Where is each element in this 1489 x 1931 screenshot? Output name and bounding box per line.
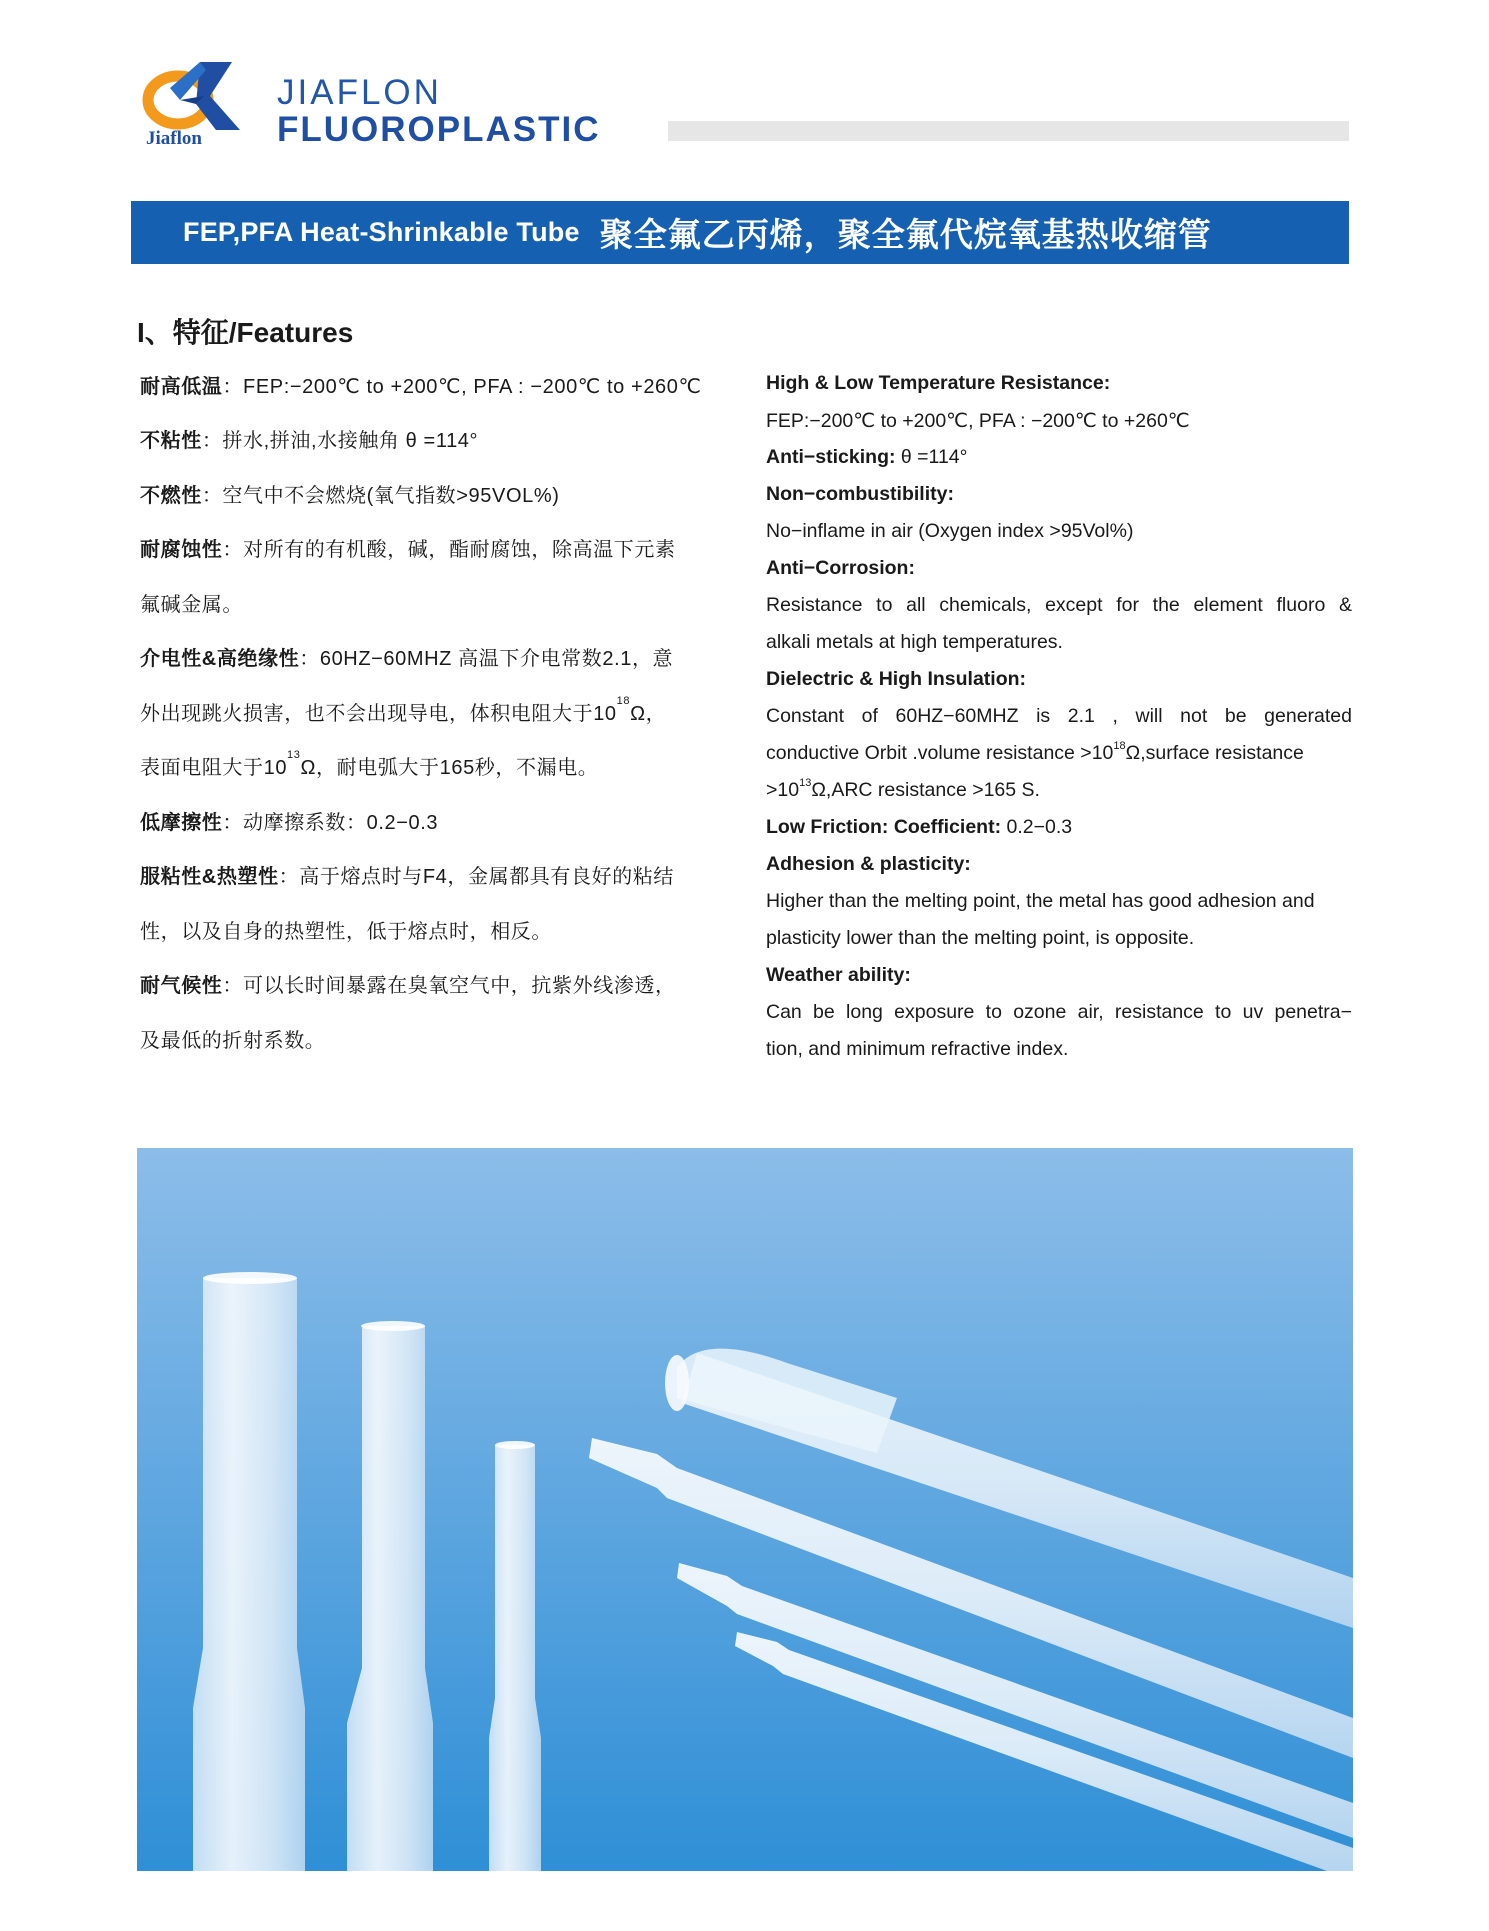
en-dielectric-text1: Constant of 60HZ−60MHZ is 2.1 , will not be generated [766,705,1352,727]
en-corrosion-text1: Resistance to all chemicals, except for the element fluoro & [766,594,1352,616]
zh-weather-cont: 及最低的折射系数。 [140,1030,326,1052]
jiaflon-logo-icon [140,56,260,136]
en-corrosion-text2: alkali metals at high temperatures. [766,631,1063,653]
zh-nonstick: 不粘性：拼水,拼油,水接触角 θ =114° [140,430,479,452]
zh-dielectric: 介电性&高绝缘性：60HZ−60MHZ 高温下介电常数2.1，意 [140,648,674,670]
zh-friction: 低摩擦性：动摩擦系数：0.2−0.3 [140,812,439,834]
header-rule [668,121,1349,141]
zh-weather: 耐气候性：可以长时间暴露在臭氧空气中，抗紫外线渗透， [140,975,676,997]
en-dielectric-text2: conductive Orbit .volume resistance $>10^{18}\Omega,surface$ resistance [766,740,1304,764]
brand-name-line1: JIAFLON [277,73,442,112]
zh-adhesion-cont: 性，以及自身的热塑性，低于熔点时，相反。 [140,921,552,943]
en-adhesion-text2: plasticity lower than the melting point, is opposite. [766,927,1195,949]
zh-nonburn: 不燃性：空气中不会燃烧(氧气指数>95VOL%) [140,485,560,507]
title-english: FEP,PFA Heat-Shrinkable Tube [183,217,580,247]
en-temperature-title: High & Low Temperature Resistance: [766,372,1111,394]
zh-dielectric-cont2: 表面电阻大于$10^{13}\Omega$，耐电弧大于165秒，不漏电。 [140,749,599,779]
zh-dielectric-cont1: 外出现跳火损害，也不会出现导电，体积电阻大于$10^{18}\Omega$， [140,695,667,725]
section-heading: I、特征/Features [137,317,354,348]
en-dielectric-text3: $>10^{13}\Omega,ARC$ resistance >165 S. [766,777,1040,801]
en-friction: Low Friction: Coefficient: 0.2−0.3 [766,816,1073,838]
en-noncomb-title: Non−combustibility: [766,483,954,505]
logo-caption: Jiaflon [146,128,202,149]
title-banner [131,201,1349,264]
zh-temperature: 耐高低温：FEP:−200℃ to +200℃, PFA : −200℃ to +260℃ [140,376,702,398]
en-adhesion-title: Adhesion & plasticity: [766,853,971,875]
en-antistick: Anti−sticking: θ =114° [766,446,968,468]
en-weather-text2: tion, and minimum refractive index. [766,1038,1069,1060]
en-temperature-text: FEP:−200℃ to +200℃, PFA : −200℃ to +260℃ [766,410,1190,432]
title-chinese: 聚全氟乙丙烯，聚全氟代烷氧基热收缩管 [599,216,1212,253]
en-noncomb-text: No−inflame in air (Oxygen index >95Vol%) [766,520,1134,542]
zh-corrosion-cont: 氟碱金属。 [140,594,243,616]
product-photo [137,1148,1353,1871]
en-dielectric-title: Dielectric & High Insulation: [766,668,1027,690]
en-adhesion-text1: Higher than the melting point, the metal has good adhesion and [766,890,1315,912]
zh-adhesion: 服粘性&热塑性：高于熔点时与F4，金属都具有良好的粘结 [140,866,674,888]
en-corrosion-title: Anti−Corrosion: [766,557,915,579]
tube-small [489,1441,541,1871]
en-weather-title: Weather ability: [766,964,911,986]
en-weather-text1: Can be long exposure to ozone air, resistance to uv penetra− [766,1001,1352,1023]
zh-corrosion: 耐腐蚀性：对所有的有机酸，碱，酯耐腐蚀，除高温下元素 [140,539,676,561]
brand-name-line2: FLUOROPLASTIC [277,110,601,149]
tube-large [193,1272,305,1871]
